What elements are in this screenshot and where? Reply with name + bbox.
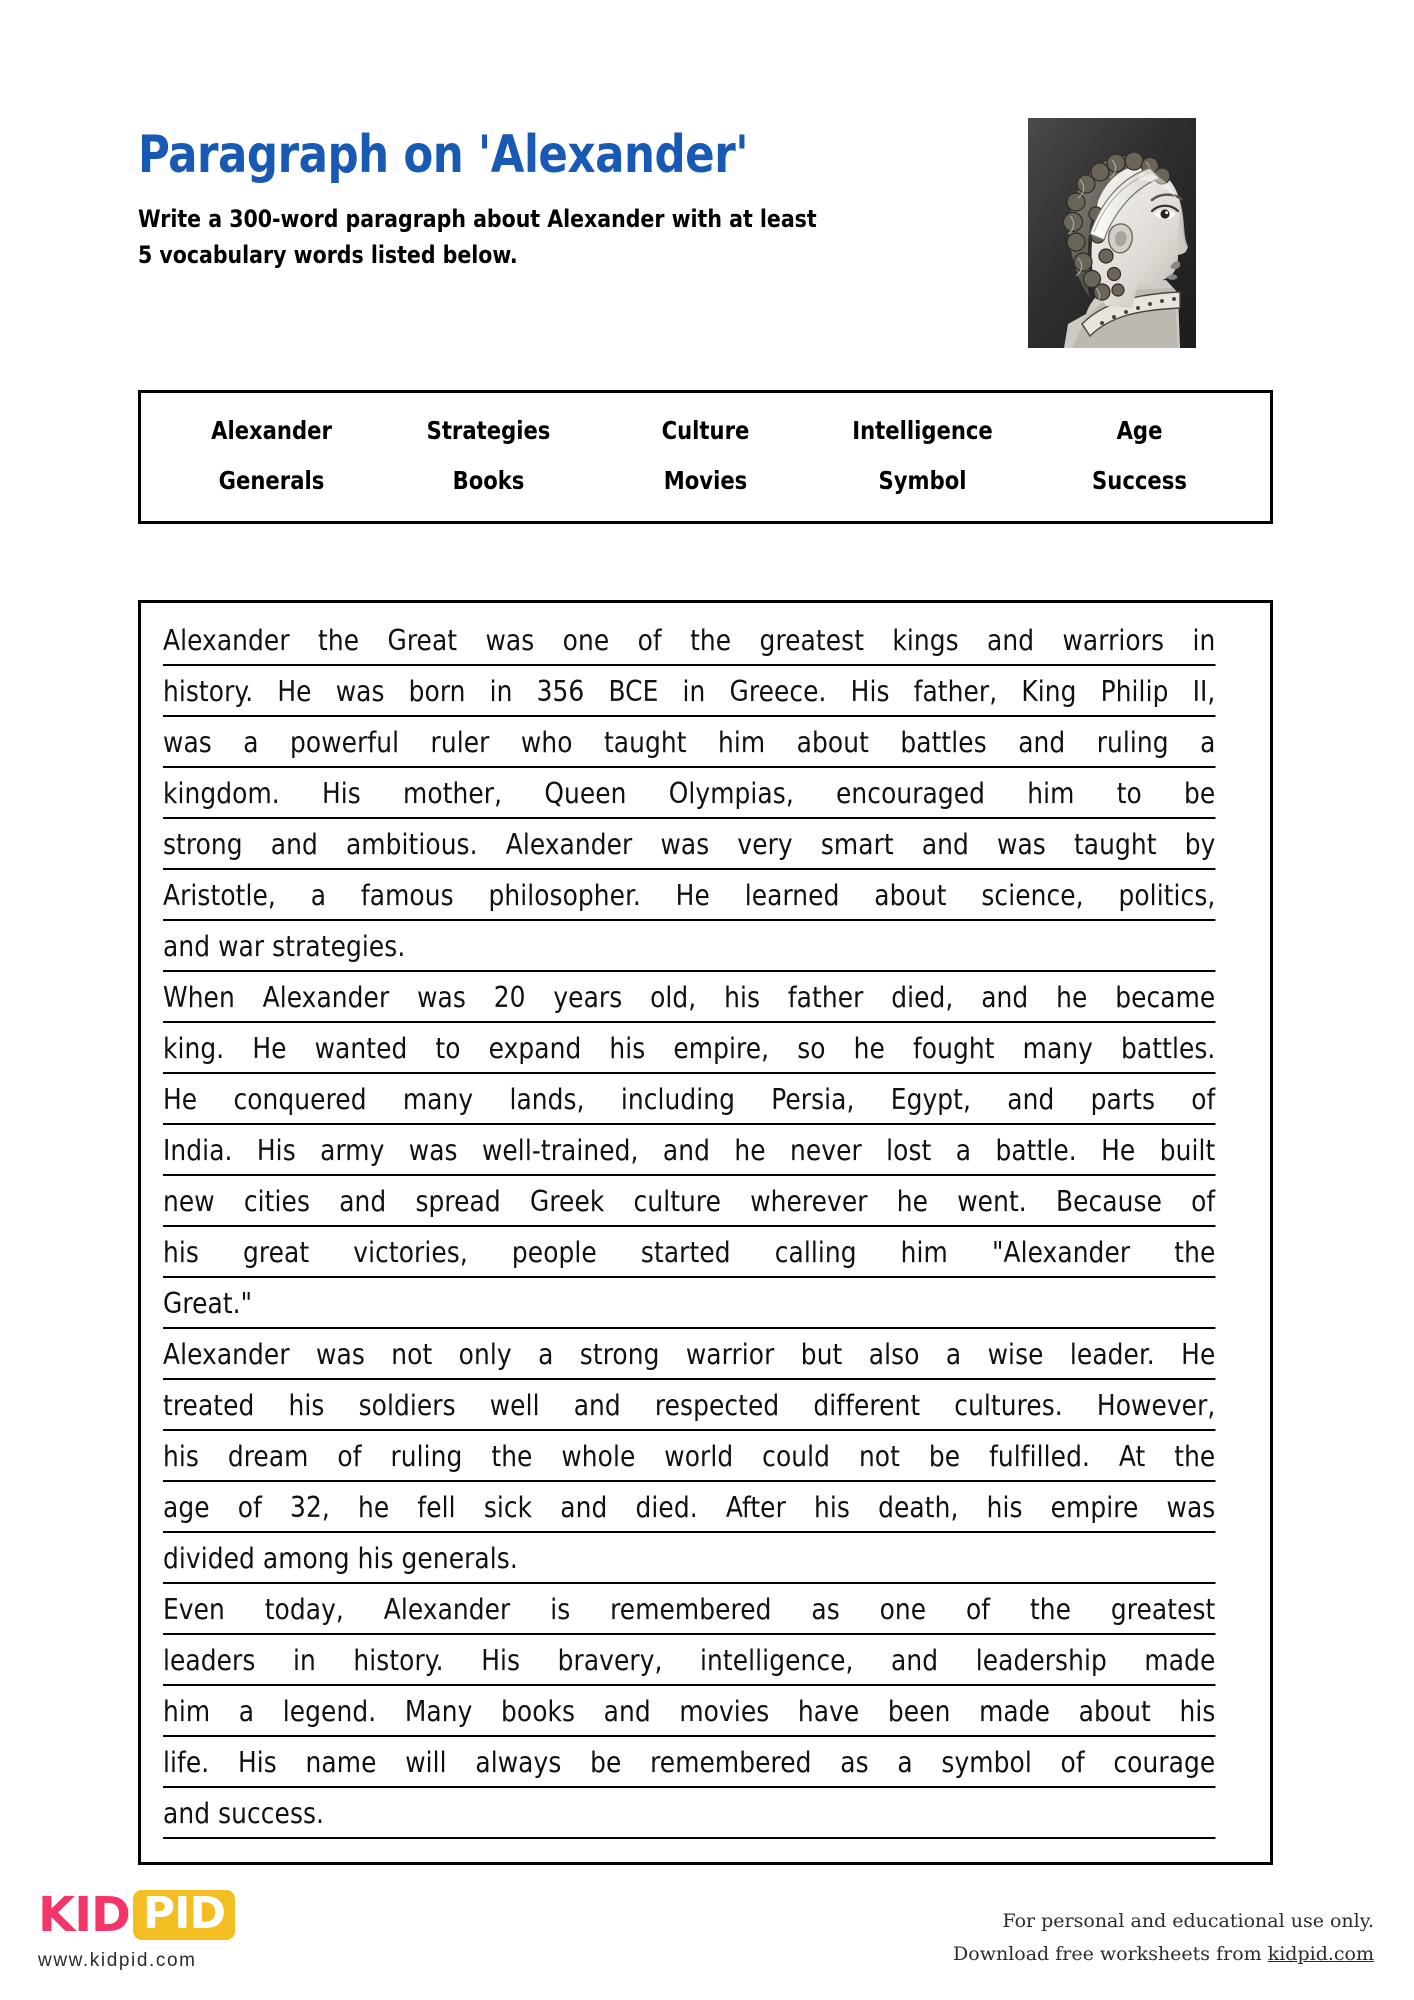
essay-word: battles xyxy=(900,726,987,759)
essay-word: wanted xyxy=(314,1032,408,1065)
essay-word: lands, xyxy=(509,1083,585,1116)
essay-word: a xyxy=(243,726,259,759)
essay-line: and success. xyxy=(163,1788,1215,1839)
essay-word: science, xyxy=(981,879,1084,912)
essay-word: he xyxy=(1056,981,1088,1014)
instructions-line-1: Write a 300-word paragraph about Alexander with at least xyxy=(138,204,817,233)
essay-word: wherever xyxy=(750,1185,868,1218)
essay-word: about xyxy=(796,726,869,759)
essay-word: and xyxy=(603,1695,651,1728)
essay-word: in xyxy=(682,675,706,708)
essay-line xyxy=(163,1074,1215,1125)
vocabulary-box xyxy=(138,390,1273,524)
essay-word: 356 xyxy=(536,675,585,708)
essay-word: and xyxy=(981,981,1029,1014)
worksheet-footer xyxy=(0,1860,1414,2000)
essay-word: him xyxy=(163,1695,211,1728)
essay-word: Aristotle, xyxy=(163,879,276,912)
essay-word: died, xyxy=(891,981,954,1014)
essay-word: ruling xyxy=(390,1440,463,1473)
vocabulary-row-1 xyxy=(163,405,1248,455)
essay-word: and xyxy=(339,1185,387,1218)
essay-answer-box[interactable] xyxy=(138,600,1273,1865)
essay-word: including xyxy=(620,1083,736,1116)
essay-word: always xyxy=(475,1746,562,1779)
logo-text-kid: KID xyxy=(38,1887,130,1943)
essay-word: famous xyxy=(360,879,454,912)
essay-line xyxy=(163,1635,1215,1686)
essay-word: intelligence, xyxy=(700,1644,854,1677)
header-text-block xyxy=(138,125,1018,274)
essay-line xyxy=(163,1329,1215,1380)
vocabulary-word: Generals xyxy=(218,465,325,495)
essay-word: cities xyxy=(243,1185,311,1218)
essay-word: ruling xyxy=(1096,726,1169,759)
worksheet-header xyxy=(138,125,1278,378)
essay-word: and xyxy=(1018,726,1066,759)
essay-word: His xyxy=(850,675,890,708)
essay-word: powerful xyxy=(290,726,400,759)
essay-word: Alexander xyxy=(163,624,290,657)
essay-word: of xyxy=(1060,1746,1085,1779)
instructions xyxy=(138,201,936,274)
essay-word: dream xyxy=(227,1440,309,1473)
essay-line xyxy=(163,615,1215,666)
essay-word: by xyxy=(1184,828,1216,861)
essay-word: in xyxy=(489,675,513,708)
essay-word: be xyxy=(590,1746,622,1779)
kidpid-logo xyxy=(38,1888,235,1942)
essay-word: leaders xyxy=(163,1644,256,1677)
essay-word: philosopher. xyxy=(488,879,641,912)
essay-word: life. xyxy=(163,1746,210,1779)
essay-line xyxy=(163,972,1215,1023)
essay-word: have xyxy=(797,1695,860,1728)
essay-word: When xyxy=(163,981,235,1014)
essay-word: calling xyxy=(774,1236,857,1269)
essay-word: never xyxy=(789,1134,862,1167)
essay-word: battle. xyxy=(995,1134,1077,1167)
essay-word: and xyxy=(921,828,969,861)
essay-word: a xyxy=(897,1746,913,1779)
essay-word: ruler xyxy=(430,726,490,759)
essay-word: died. xyxy=(635,1491,698,1524)
essay-word: very xyxy=(737,828,793,861)
essay-line xyxy=(163,1125,1215,1176)
essay-word: history. xyxy=(163,675,254,708)
essay-word: His xyxy=(481,1644,521,1677)
essay-word: BCE xyxy=(608,675,659,708)
essay-word: Many xyxy=(404,1695,473,1728)
essay-word: could xyxy=(762,1440,831,1473)
essay-word: After xyxy=(725,1491,786,1524)
essay-word: was xyxy=(163,726,212,759)
essay-word: the xyxy=(1029,1593,1072,1626)
essay-word: encouraged xyxy=(836,777,986,810)
essay-paragraph xyxy=(163,1584,1248,1839)
essay-word: Egypt, xyxy=(890,1083,971,1116)
essay-word: his xyxy=(288,1389,325,1422)
essay-word: was xyxy=(485,624,535,657)
instructions-line-2: 5 vocabulary words listed below. xyxy=(138,241,518,270)
essay-line xyxy=(163,1482,1215,1533)
essay-word: bravery, xyxy=(557,1644,663,1677)
vocabulary-row-2 xyxy=(163,455,1248,505)
vocabulary-word: Movies xyxy=(663,465,748,495)
usage-note-prefix: Download free worksheets from xyxy=(953,1942,1268,1965)
essay-line xyxy=(163,768,1215,819)
essay-word: and xyxy=(560,1491,608,1524)
vocabulary-word: Age xyxy=(1116,415,1163,445)
essay-word: His xyxy=(256,1134,296,1167)
vocabulary-word: Success xyxy=(1092,465,1187,495)
essay-word: in xyxy=(292,1644,316,1677)
essay-word: of xyxy=(637,624,662,657)
essay-word: was xyxy=(997,828,1046,861)
essay-word: and xyxy=(662,1134,711,1167)
essay-word: and xyxy=(891,1644,939,1677)
essay-word: battles. xyxy=(1121,1032,1216,1065)
essay-word: He xyxy=(1101,1134,1136,1167)
essay-word: one xyxy=(879,1593,927,1626)
essay-word: a xyxy=(1200,726,1216,759)
essay-word: His xyxy=(237,1746,277,1779)
usage-note xyxy=(953,1905,1374,1970)
essay-word: will xyxy=(405,1746,447,1779)
essay-word: His xyxy=(321,777,361,810)
essay-word: greatest xyxy=(1110,1593,1216,1626)
essay-word: went. xyxy=(957,1185,1027,1218)
essay-word: a xyxy=(238,1695,255,1728)
kidpid-link[interactable]: kidpid.com xyxy=(1267,1942,1374,1965)
essay-word: cultures. xyxy=(954,1389,1063,1422)
essay-word: Persia, xyxy=(771,1083,855,1116)
essay-word: expand xyxy=(488,1032,582,1065)
essay-word: leader. xyxy=(1069,1338,1155,1371)
essay-word: the xyxy=(1174,1440,1216,1473)
essay-word: and xyxy=(1007,1083,1055,1116)
essay-word: warrior xyxy=(685,1338,775,1371)
essay-word: age xyxy=(163,1491,210,1524)
essay-word: He xyxy=(163,1083,198,1116)
essay-word: different xyxy=(813,1389,921,1422)
kidpid-brand[interactable] xyxy=(38,1888,235,1972)
essay-word: However, xyxy=(1096,1389,1216,1422)
vocabulary-word: Intelligence xyxy=(852,415,993,445)
essay-line xyxy=(163,717,1215,768)
vocabulary-word: Symbol xyxy=(878,465,967,495)
essay-word: started xyxy=(640,1236,731,1269)
essay-word: name xyxy=(305,1746,377,1779)
essay-word: many xyxy=(402,1083,474,1116)
essay-word: lost xyxy=(886,1134,932,1167)
essay-word: the xyxy=(491,1440,533,1473)
essay-line xyxy=(163,1227,1215,1278)
essay-line xyxy=(163,819,1215,870)
page-title: Paragraph on 'Alexander' xyxy=(138,125,749,185)
essay-word: leadership xyxy=(975,1644,1107,1677)
essay-word: father, xyxy=(913,675,998,708)
essay-paragraph xyxy=(163,1329,1248,1584)
essay-word: death, xyxy=(878,1491,959,1524)
essay-text xyxy=(163,615,1248,1839)
essay-word: he xyxy=(896,1185,929,1218)
essay-word: his xyxy=(1179,1695,1216,1728)
vocabulary-word: Alexander xyxy=(211,415,332,445)
essay-word: Alexander xyxy=(262,981,390,1014)
essay-word: smart xyxy=(820,828,894,861)
brand-website-url: www.kidpid.com xyxy=(38,1950,197,1971)
essay-word: also xyxy=(868,1338,920,1371)
alexander-portrait-image xyxy=(1028,118,1196,348)
essay-word: the xyxy=(690,624,732,657)
essay-line xyxy=(163,1737,1215,1788)
essay-word: became xyxy=(1115,981,1216,1014)
essay-word: remembered xyxy=(650,1746,812,1779)
essay-word: as xyxy=(811,1593,840,1626)
vocabulary-word: Culture xyxy=(661,415,750,445)
essay-word: he xyxy=(734,1134,766,1167)
essay-word: not xyxy=(858,1440,900,1473)
essay-word: to xyxy=(435,1032,461,1065)
essay-word: the xyxy=(1174,1236,1216,1269)
essay-word: legend. xyxy=(282,1695,377,1728)
essay-word: him xyxy=(900,1236,948,1269)
essay-word: empire xyxy=(1050,1491,1139,1524)
essay-word: today, xyxy=(264,1593,344,1626)
essay-word: his xyxy=(609,1032,646,1065)
essay-word: Greek xyxy=(529,1185,605,1218)
essay-word: a xyxy=(538,1338,554,1371)
essay-word: spread xyxy=(415,1185,501,1218)
essay-word: of xyxy=(1191,1185,1216,1218)
essay-word: mother, xyxy=(403,777,503,810)
essay-word: symbol xyxy=(941,1746,1032,1779)
essay-word: been xyxy=(887,1695,951,1728)
essay-word: be xyxy=(928,1440,961,1473)
essay-word: about xyxy=(874,879,947,912)
essay-word: books xyxy=(500,1695,576,1728)
essay-word: victories, xyxy=(353,1236,468,1269)
essay-word: fulfilled. xyxy=(989,1440,1090,1473)
logo-badge-pid xyxy=(133,1890,235,1940)
essay-word: made xyxy=(979,1695,1051,1728)
essay-word: learned xyxy=(744,879,840,912)
essay-word: strong xyxy=(163,828,243,861)
essay-word: great xyxy=(243,1236,310,1269)
essay-word: but xyxy=(800,1338,843,1371)
essay-word: his xyxy=(163,1440,199,1473)
essay-word: He xyxy=(675,879,710,912)
essay-word: well xyxy=(489,1389,540,1422)
essay-word: and xyxy=(573,1389,621,1422)
essay-word: culture xyxy=(633,1185,722,1218)
essay-word: treated xyxy=(163,1389,255,1422)
essay-word: one xyxy=(562,624,610,657)
essay-word: kings xyxy=(892,624,959,657)
essay-word: Even xyxy=(163,1593,225,1626)
essay-word: a xyxy=(955,1134,972,1167)
essay-word: Philip xyxy=(1100,675,1169,708)
essay-word: built xyxy=(1159,1134,1216,1167)
essay-word: Alexander xyxy=(505,828,633,861)
essay-word: At xyxy=(1118,1440,1146,1473)
essay-word: of xyxy=(965,1593,991,1626)
essay-word: was xyxy=(1166,1491,1216,1524)
essay-word: conquered xyxy=(233,1083,367,1116)
essay-word: his xyxy=(986,1491,1023,1524)
essay-word: was xyxy=(335,675,385,708)
essay-line xyxy=(163,1431,1215,1482)
essay-word: "Alexander xyxy=(991,1236,1131,1269)
essay-word: He xyxy=(1181,1338,1216,1371)
essay-word: was xyxy=(316,1338,365,1371)
essay-word: his xyxy=(163,1236,199,1269)
essay-word: taught xyxy=(1073,828,1157,861)
essay-line xyxy=(163,1380,1215,1431)
essay-word: warriors xyxy=(1062,624,1165,657)
essay-line: and war strategies. xyxy=(163,921,1215,972)
essay-word: Queen xyxy=(544,777,627,810)
essay-word: he xyxy=(358,1491,390,1524)
essay-word: king. xyxy=(163,1032,225,1065)
essay-word: not xyxy=(391,1338,433,1371)
essay-word: fought xyxy=(912,1032,995,1065)
essay-word: He xyxy=(252,1032,287,1065)
essay-word: Because xyxy=(1055,1185,1162,1218)
essay-word: he xyxy=(853,1032,885,1065)
essay-word: Great xyxy=(387,624,458,657)
essay-word: history. xyxy=(353,1644,444,1677)
usage-note-line-2 xyxy=(953,1938,1374,1970)
essay-word: him xyxy=(718,726,766,759)
essay-word: was xyxy=(417,981,466,1014)
essay-word: 20 xyxy=(493,981,526,1014)
essay-word: father xyxy=(787,981,864,1014)
essay-word: of xyxy=(337,1440,362,1473)
essay-word: who xyxy=(520,726,573,759)
essay-word: him xyxy=(1027,777,1075,810)
vocabulary-word: Strategies xyxy=(426,415,551,445)
essay-word: Alexander xyxy=(163,1338,290,1371)
essay-word: empire, xyxy=(673,1032,770,1065)
essay-word: and xyxy=(987,624,1035,657)
essay-word: Alexander xyxy=(383,1593,511,1626)
essay-paragraph xyxy=(163,615,1248,972)
essay-word: Olympias, xyxy=(668,777,794,810)
essay-word: II, xyxy=(1192,675,1216,708)
essay-word: the xyxy=(318,624,360,657)
essay-word: was xyxy=(660,828,710,861)
essay-word: old, xyxy=(650,981,697,1014)
essay-word: and xyxy=(270,828,318,861)
essay-word: remembered xyxy=(610,1593,772,1626)
essay-word: King xyxy=(1021,675,1077,708)
essay-word: of xyxy=(1191,1083,1216,1116)
essay-word: about xyxy=(1078,1695,1151,1728)
essay-line xyxy=(163,870,1215,921)
essay-word: He xyxy=(277,675,312,708)
essay-word: sick xyxy=(483,1491,533,1524)
essay-line xyxy=(163,1584,1215,1635)
essay-word: movies xyxy=(679,1695,770,1728)
usage-note-line-1: For personal and educational use only. xyxy=(1002,1910,1374,1933)
essay-word: new xyxy=(163,1185,215,1218)
essay-word: whole xyxy=(561,1440,636,1473)
essay-line: Great." xyxy=(163,1278,1215,1329)
essay-word: soldiers xyxy=(358,1389,456,1422)
essay-line xyxy=(163,1176,1215,1227)
essay-word: strong xyxy=(579,1338,660,1371)
essay-word: a xyxy=(310,879,327,912)
essay-word: courage xyxy=(1113,1746,1216,1779)
essay-word: made xyxy=(1144,1644,1216,1677)
essay-word: 32, xyxy=(290,1491,330,1524)
essay-word: only xyxy=(458,1338,512,1371)
essay-word: to xyxy=(1116,777,1142,810)
essay-word: kingdom. xyxy=(163,777,280,810)
essay-word: a xyxy=(945,1338,962,1371)
essay-word: taught xyxy=(603,726,687,759)
essay-word: India. xyxy=(163,1134,233,1167)
essay-word: as xyxy=(840,1746,869,1779)
essay-word: respected xyxy=(654,1389,780,1422)
vocabulary-word: Books xyxy=(452,465,525,495)
essay-word: his xyxy=(814,1491,850,1524)
essay-word: politics, xyxy=(1118,879,1216,912)
essay-word: wise xyxy=(987,1338,1044,1371)
essay-word: is xyxy=(550,1593,571,1626)
essay-word: so xyxy=(797,1032,826,1065)
essay-line: divided among his generals. xyxy=(163,1533,1215,1584)
essay-word: born xyxy=(408,675,466,708)
essay-word: fell xyxy=(417,1491,456,1524)
essay-word: in xyxy=(1192,624,1216,657)
essay-word: years xyxy=(553,981,623,1014)
essay-word: ambitious. xyxy=(345,828,478,861)
essay-word: parts xyxy=(1090,1083,1156,1116)
essay-word: well-trained, xyxy=(481,1134,639,1167)
essay-line xyxy=(163,666,1215,717)
essay-word: people xyxy=(511,1236,597,1269)
logo-text-pid: PID xyxy=(142,1888,226,1939)
essay-paragraph xyxy=(163,972,1248,1329)
essay-line xyxy=(163,1686,1215,1737)
essay-word: world xyxy=(664,1440,734,1473)
essay-word: his xyxy=(724,981,761,1014)
essay-word: be xyxy=(1184,777,1216,810)
essay-word: was xyxy=(408,1134,458,1167)
essay-word: army xyxy=(320,1134,385,1167)
essay-word: Greece. xyxy=(729,675,827,708)
essay-word: of xyxy=(237,1491,262,1524)
essay-word: many xyxy=(1022,1032,1093,1065)
essay-line xyxy=(163,1023,1215,1074)
essay-word: greatest xyxy=(759,624,865,657)
